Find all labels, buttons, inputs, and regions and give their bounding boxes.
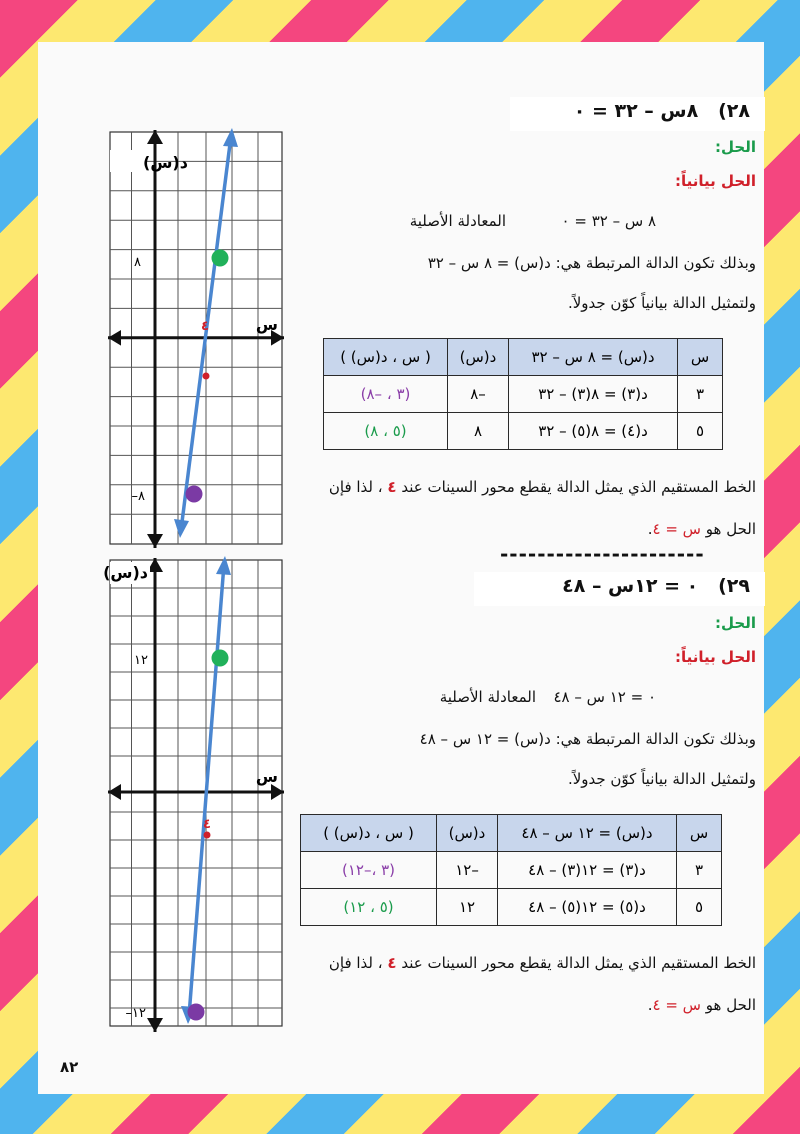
- table-header-cell: س: [678, 339, 723, 376]
- table-header-cell: ( س ، د(س) ): [301, 815, 437, 852]
- table-cell: ٣: [677, 852, 722, 889]
- table-cell: –١٢: [437, 852, 498, 889]
- y-tick-bottom: –٨: [131, 489, 145, 504]
- table-cell: د(٤) = ٨(٥) – ٣٢: [509, 413, 678, 450]
- answer-value: س = ٤: [652, 520, 701, 538]
- problem-28-equation: ٨س – ٣٢ = ٠: [573, 100, 699, 122]
- table-cell: ٨: [448, 413, 509, 450]
- conclusion-text-tail: ، لذا فإن: [328, 478, 383, 496]
- conclusion-text-tail: ، لذا فإن: [328, 954, 383, 972]
- problem-28-number: ٢٨): [718, 100, 750, 122]
- problem-29-related-function: وبذلك تكون الدالة المرتبطة هي: د(س) = ١٢ س – ٤٨: [419, 730, 756, 748]
- table-cell: ١٢: [437, 889, 498, 926]
- problem-28-header: [574, 100, 750, 122]
- table-cell: –٨: [448, 376, 509, 413]
- problem-28-table: [323, 338, 723, 450]
- table-cell-point: (٣ ،–١٢): [301, 852, 437, 889]
- y-axis-label: د(س): [143, 153, 188, 172]
- table-header-cell: د(س): [448, 339, 509, 376]
- answer-prefix: الحل هو: [705, 520, 756, 538]
- x-intercept-point: [203, 373, 210, 380]
- point-3-neg12: [188, 1004, 205, 1021]
- table-header-cell: ( س ، د(س) ): [324, 339, 448, 376]
- problem-29-answer: [648, 996, 756, 1014]
- table-row: [301, 852, 722, 889]
- x-intercept-label: ٤: [203, 817, 211, 832]
- table-cell: د(٥) = ١٢(٥) – ٤٨: [498, 889, 677, 926]
- y-tick-bottom: –١٢: [125, 1006, 146, 1021]
- problem-29-graphical-label: الحل بيانياً:: [675, 648, 756, 666]
- table-cell: ٥: [677, 889, 722, 926]
- problem-29-table-instruction: ولتمثيل الدالة بيانياً كوّن جدولاً.: [567, 770, 756, 788]
- answer-suffix: .: [647, 520, 653, 538]
- table-row: [324, 413, 723, 450]
- conclusion-value: ٤: [387, 954, 397, 972]
- table-row: [301, 889, 722, 926]
- point-3-neg8: [186, 486, 203, 503]
- problem-28-solution-label: الحل:: [715, 138, 756, 156]
- problem-29-header: [562, 575, 750, 597]
- x-intercept-label: ٤: [201, 319, 209, 334]
- graph-29: [103, 558, 288, 1032]
- table-cell: ٥: [678, 413, 723, 450]
- problem-28-related-function: وبذلك تكون الدالة المرتبطة هي: د(س) = ٨ س – ٣٢: [427, 254, 756, 272]
- point-5-12: [212, 650, 229, 667]
- problem-29-original-equation-label: المعادلة الأصلية: [439, 688, 536, 706]
- table-header-cell: س: [677, 815, 722, 852]
- conclusion-value: ٤: [387, 478, 397, 496]
- problem-28-table-instruction: ولتمثيل الدالة بيانياً كوّن جدولاً.: [567, 294, 756, 312]
- section-separator: ----------------------: [500, 542, 705, 566]
- table-row: [324, 376, 723, 413]
- table-cell-point: (٣ ، –٨): [324, 376, 448, 413]
- graph-28: [108, 130, 288, 548]
- problem-29-number: ٢٩): [718, 575, 750, 597]
- table-header-cell: د(س) = ٨ س – ٣٢: [509, 339, 678, 376]
- y-label-bg: [110, 150, 146, 172]
- conclusion-text: الخط المستقيم الذي يمثل الدالة يقطع محور السينات عند: [401, 954, 756, 972]
- problem-29-original-equation: ٠ = ١٢ س – ٤٨: [553, 688, 656, 706]
- table-header-row: [301, 815, 722, 852]
- table-cell: د(٣) = ١٢(٣) – ٤٨: [498, 852, 677, 889]
- problem-29-table: [300, 814, 722, 926]
- page-sheet: [38, 42, 764, 1094]
- y-tick-top: ٨: [134, 255, 141, 270]
- table-cell: د(٣) = ٨(٣) – ٣٢: [509, 376, 678, 413]
- conclusion-text: الخط المستقيم الذي يمثل الدالة يقطع محور السينات عند: [401, 478, 756, 496]
- x-intercept-point: [204, 832, 211, 839]
- x-axis-label: س: [255, 315, 278, 334]
- table-cell-point: (٥ ، ١٢): [301, 889, 437, 926]
- problem-29-equation: ٠ = ١٢س – ٤٨: [562, 575, 699, 597]
- page-number: ٨٢: [60, 1058, 79, 1076]
- answer-value: س = ٤: [652, 996, 701, 1014]
- problem-28-original-equation-label: المعادلة الأصلية: [409, 212, 506, 230]
- y-axis-label: د(س): [103, 563, 148, 582]
- problem-28-conclusion: [329, 478, 756, 496]
- point-5-8: [212, 250, 229, 267]
- y-tick-top: ١٢: [134, 653, 148, 668]
- answer-suffix: .: [647, 996, 653, 1014]
- answer-prefix: الحل هو: [705, 996, 756, 1014]
- problem-29-solution-label: الحل:: [715, 614, 756, 632]
- problem-28-graphical-label: الحل بيانياً:: [675, 172, 756, 190]
- x-axis-label: س: [255, 767, 278, 786]
- table-cell-point: (٥ ، ٨): [324, 413, 448, 450]
- problem-29-conclusion: [329, 954, 756, 972]
- table-header-cell: د(س) = ١٢ س – ٤٨: [498, 815, 677, 852]
- table-header-cell: د(س): [437, 815, 498, 852]
- table-header-row: [324, 339, 723, 376]
- problem-28-original-equation: ٨ س – ٣٢ = ٠: [561, 212, 656, 230]
- table-cell: ٣: [678, 376, 723, 413]
- problem-28-answer: [648, 520, 756, 538]
